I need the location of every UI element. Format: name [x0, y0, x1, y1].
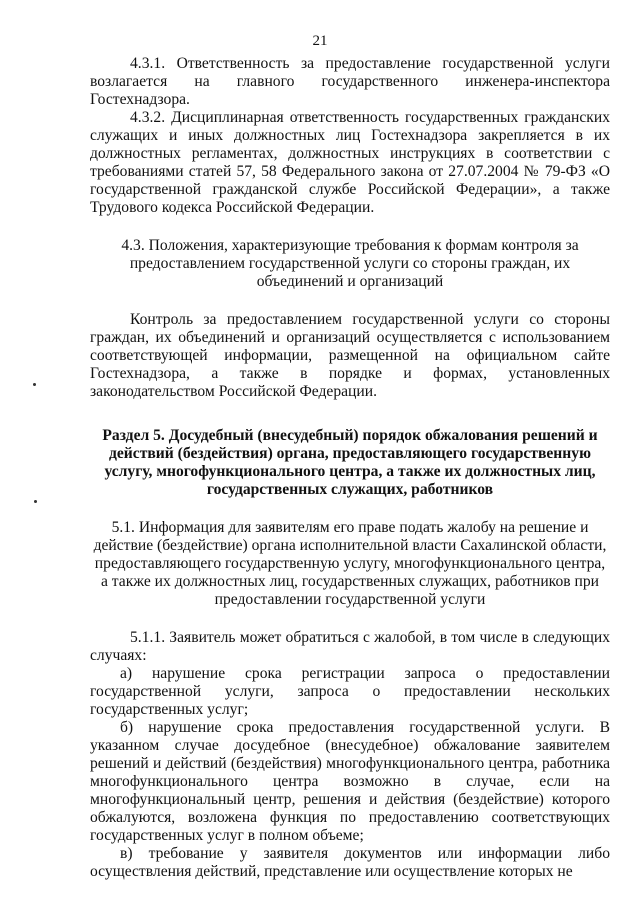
paragraph-5-1-1: 5.1.1. Заявитель может обратиться с жалобой, в том числе в следующих случаях: [90, 629, 610, 664]
section-5-heading: Раздел 5. Досудебный (внесудебный) порядок обжалования решений и действий (бездействия) органа, предоставляющего государственную услугу, многофункционального центра, а также их должностных лиц, государственных служащих, работников [102, 427, 598, 498]
heading-4-3: 4.3. Положения, характеризующие требования к формам контроля за предоставлением государственной услуги со стороны граждан, их объединений и организаций [121, 237, 579, 290]
heading-5-1: 5.1. Информация для заявителям его праве подать жалобу на решение и действие (бездействие) органа исполнительной власти Сахалинской области, предоставляющего государственную услугу, многофункционального центра, а также их должностных лиц, государственных служащих, работников при предоставлении государственной услуги [93, 519, 607, 608]
margin-dot-mark [34, 500, 37, 503]
paragraph-4-3-1: 4.3.1. Ответственность за предоставление государственной услуги возлагается на главного государственного инженера-инспектора Гостехнадзора. [90, 55, 610, 108]
document-body [90, 55, 610, 881]
list-item-b: б) нарушение срока предоставления государственной услуги. В указанном случае досудебное (внесудебное) обжалование заявителем решений и действий (бездействия) многофункционального центра, работника многофункционального центра возможно в случае, если на многофункциональный центр, решения и действия (бездействие) которого обжалуются, возложена функция по предоставлению соответствующих государственных услуг в полном объеме; [90, 719, 610, 844]
page-number: 21 [312, 33, 328, 49]
list-item-a: а) нарушение срока регистрации запроса о предоставлении государственной услуги, запроса о предоставлении нескольких государственных услуг; [90, 665, 610, 718]
paragraph-4-3-2: 4.3.2. Дисциплинарная ответственность государственных гражданских служащих и иных должностных лиц Гостехнадзора закрепляется в их должностных регламентах, должностных инструкциях в соответствии с требованиями статей 57, 58 Федерального закона от 27.07.2004 № 79-ФЗ «О государственной гражданской службе Российской Федерации», а также Трудового кодекса Российской Федерации. [90, 109, 610, 216]
list-item-v: в) требование у заявителя документов или информации либо осуществления действий, представление или осуществление которых не [90, 845, 610, 880]
paragraph-control: Контроль за предоставлением государственной услуги со стороны граждан, их объединений и организаций осуществляется с использованием соответствующей информации, размещенной на официальном сайте Гостехнадзора, а также в порядке и формах, установленных законодательством Российской Федерации. [90, 311, 610, 400]
margin-dot-mark [33, 383, 36, 386]
